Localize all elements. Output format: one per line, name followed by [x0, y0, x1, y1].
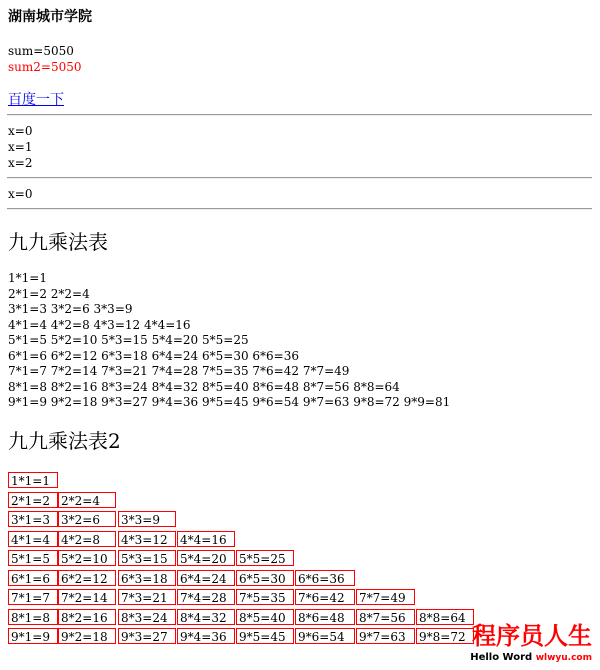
divider-3 [7, 208, 592, 210]
table1-row: 7*1=7 7*2=14 7*3=21 7*4=28 7*5=35 7*6=42 7*7=49 [8, 364, 350, 378]
table2-cell: 8*8=64 [416, 609, 474, 625]
table2-cell: 9*1=9 [8, 628, 58, 644]
table2-cell: 7*5=35 [236, 589, 294, 605]
table2-cell: 8*5=40 [236, 609, 294, 625]
table1-row: 1*1=1 [8, 271, 47, 285]
table2-cell: 6*2=12 [58, 570, 116, 586]
table2-cell: 8*6=48 [295, 609, 355, 625]
table2-cell: 3*2=6 [58, 511, 116, 527]
table1-row: 8*1=8 8*2=16 8*3=24 8*4=32 8*5=40 8*6=48 8*7=56 8*8=64 [8, 379, 400, 394]
table2-cell: 7*4=28 [177, 589, 235, 605]
table2-cell: 6*4=24 [177, 570, 235, 586]
watermark [472, 622, 596, 668]
table1-row: 2*1=2 2*2=4 [8, 286, 90, 301]
table2-cell: 6*5=30 [236, 570, 294, 586]
watermark-hello: Hello Word [470, 652, 533, 663]
watermark-domain: wlwyu.com [535, 653, 592, 663]
table2-cell: 5*4=20 [177, 550, 235, 566]
watermark-title: 程序员人生 [472, 622, 592, 650]
table2-cell: 8*1=8 [8, 609, 58, 625]
loop1-line-2: x=2 [8, 156, 33, 170]
watermark-subtitle [470, 651, 592, 665]
table2-cell: 5*2=10 [58, 550, 116, 566]
table2-cell: 2*1=2 [8, 492, 58, 508]
table1-row: 6*1=6 6*2=12 6*3=18 6*4=24 6*5=30 6*6=36 [8, 348, 299, 363]
table2-cell: 8*2=16 [58, 609, 116, 625]
table2-cell: 7*6=42 [295, 589, 355, 605]
table2-cell: 7*1=7 [8, 589, 58, 605]
baidu-link[interactable]: 百度一下 [8, 92, 64, 108]
table2-cell: 9*5=45 [236, 628, 294, 644]
table2-cell: 9*8=72 [416, 628, 474, 644]
table2-cell: 9*2=18 [58, 628, 116, 644]
table2-cell: 9*3=27 [118, 628, 176, 644]
table2-cell: 9*6=54 [295, 628, 355, 644]
table1-row: 4*1=4 4*2=8 4*3=12 4*4=16 [8, 317, 191, 332]
table2-cell: 8*4=32 [177, 609, 235, 625]
table2-cell: 5*3=15 [118, 550, 176, 566]
table2-cell: 8*3=24 [118, 609, 176, 625]
multiplication-table2-title: 九九乘法表2 [8, 429, 121, 453]
table2-cell: 6*6=36 [295, 570, 355, 586]
page-heading: 湖南城市学院 [8, 9, 92, 25]
table2-cell: 7*7=49 [356, 589, 415, 605]
sum2-output: sum2=5050 [8, 60, 82, 74]
table2-cell: 6*3=18 [118, 570, 176, 586]
table2-cell: 4*4=16 [177, 531, 235, 547]
table2-cell: 4*1=4 [8, 531, 58, 547]
divider-1 [7, 114, 592, 116]
table2-cell: 6*1=6 [8, 570, 58, 586]
table2-cell: 7*2=14 [58, 589, 116, 605]
table2-cell: 3*1=3 [8, 511, 58, 527]
sum-output: sum=5050 [8, 44, 74, 58]
table2-cell: 4*3=12 [118, 531, 176, 547]
table2-cell: 8*7=56 [356, 609, 415, 625]
table2-cell: 5*5=25 [236, 550, 294, 566]
multiplication-table-text [8, 271, 450, 411]
table2-cell: 7*3=21 [118, 589, 176, 605]
table1-row: 9*1=9 9*2=18 9*3=27 9*4=36 9*5=45 9*6=54 9*7=63 9*8=72 9*9=81 [8, 395, 451, 409]
loop1-line-0: x=0 [8, 124, 33, 138]
table1-row: 3*1=3 3*2=6 3*3=9 [8, 302, 133, 316]
table2-cell: 5*1=5 [8, 550, 58, 566]
loop1-line-1: x=1 [8, 140, 33, 154]
table2-cell: 4*2=8 [58, 531, 116, 547]
table1-row: 5*1=5 5*2=10 5*3=15 5*4=20 5*5=25 [8, 333, 249, 347]
table2-cell: 1*1=1 [8, 472, 58, 488]
table2-cell: 3*3=9 [118, 511, 176, 527]
divider-2 [7, 177, 592, 179]
table2-cell: 9*7=63 [356, 628, 415, 644]
multiplication-table-title: 九九乘法表 [8, 230, 108, 254]
table2-cell: 9*4=36 [177, 628, 235, 644]
table2-cell: 2*2=4 [58, 492, 116, 508]
loop2-line-0: x=0 [8, 187, 33, 201]
